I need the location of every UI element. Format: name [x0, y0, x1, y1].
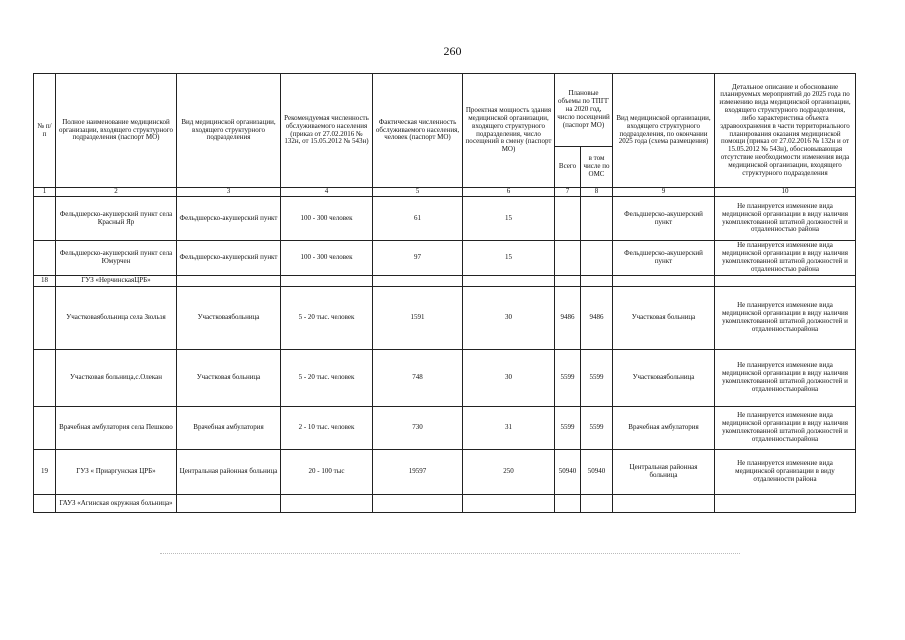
cell-section-title: ГУЗ «НерчинскаяЦРБ»	[56, 276, 177, 287]
cell-planned-oms: 50940	[581, 450, 613, 495]
cell-org-name: Фельдшерско-акушерский пункт села Юмурчен	[56, 241, 177, 276]
cell-recommended-population: 100 - 300 человек	[281, 241, 373, 276]
cell-capacity: 30	[463, 287, 555, 350]
cell-actual-population: 730	[373, 407, 463, 450]
cell-type-2025: Участковаябольница	[613, 350, 715, 407]
header-num: № п/п	[34, 74, 56, 188]
cell-type-2025: Участковая больница	[613, 287, 715, 350]
cell-capacity: 15	[463, 197, 555, 241]
header-planned-volume: Плановые объемы по ТПГГ на 2020 год, число посещений (паспорт МО)	[555, 74, 613, 147]
table-row	[34, 287, 856, 350]
cell-capacity: 31	[463, 407, 555, 450]
cell-planned-total: 50940	[555, 450, 581, 495]
cell-num	[34, 407, 56, 450]
cell-unit-type: Фельдшерско-акушерский пункт	[177, 241, 281, 276]
empty-cell	[581, 495, 613, 513]
table-row	[34, 241, 856, 276]
cell-actual-population: 748	[373, 350, 463, 407]
table-row	[34, 407, 856, 450]
cell-actual-population: 61	[373, 197, 463, 241]
empty-cell	[281, 276, 373, 287]
cell-unit-type: Участковаябольница	[177, 287, 281, 350]
cell-org-name: Участковая больница,с.Олекан	[56, 350, 177, 407]
header-actual-population: Фактическая численность обслуживаемого населения, человек (паспорт МО)	[373, 74, 463, 188]
cell-justification: Не планируется изменение вида медицинской организации в виду наличия укомплектованной штатной должностей и отдаленностью района	[715, 197, 856, 241]
cell-capacity: 30	[463, 350, 555, 407]
cell-justification: Не планируется изменение вида медицинской организации в виду отдаленности района	[715, 450, 856, 495]
cell-num: 18	[34, 276, 56, 287]
cell-justification: Не планируется изменение вида медицинской организации в виду наличия укомплектованной штатной должностей и отдаленностьюрайона	[715, 350, 856, 407]
cell-type-2025: Врачебная амбулатория	[613, 407, 715, 450]
cell-num	[34, 495, 56, 513]
column-number-row	[34, 188, 856, 197]
empty-cell	[463, 276, 555, 287]
cell-num	[34, 287, 56, 350]
empty-cell	[715, 495, 856, 513]
empty-cell	[613, 495, 715, 513]
cell-num	[34, 241, 56, 276]
header-type-2025: Вид медицинской организации, входящего структурного подразделения, по окончании 2025 года (схема размещения)	[613, 74, 715, 188]
cell-actual-population: 97	[373, 241, 463, 276]
column-number: 8	[581, 188, 613, 197]
cell-num	[34, 350, 56, 407]
empty-cell	[555, 276, 581, 287]
column-number: 1	[34, 188, 56, 197]
empty-cell	[613, 276, 715, 287]
column-number: 6	[463, 188, 555, 197]
column-number: 5	[373, 188, 463, 197]
header-capacity: Проектная мощность здания медицинской организации, входящего структурного подразделения, число посещений в смену (паспорт МО)	[463, 74, 555, 188]
column-number: 2	[56, 188, 177, 197]
empty-cell	[555, 495, 581, 513]
cell-planned-total: 5599	[555, 407, 581, 450]
cell-org-name: Фельдшерско-акушерский пункт села Красный Яр	[56, 197, 177, 241]
table-row	[34, 350, 856, 407]
cell-capacity: 250	[463, 450, 555, 495]
cell-justification: Не планируется изменение вида медицинской организации в виду наличия укомплектованной штатной должностей и отдаленностьюрайона	[715, 407, 856, 450]
cell-planned-oms: 5599	[581, 407, 613, 450]
cell-capacity: 15	[463, 241, 555, 276]
scan-artifact-line	[160, 553, 740, 554]
cell-justification: Не планируется изменение вида медицинской организации в виду наличия укомплектованной штатной должностей и отдаленностьюрайона	[715, 287, 856, 350]
column-number: 9	[613, 188, 715, 197]
cell-planned-oms: 9486	[581, 287, 613, 350]
cell-planned-oms	[581, 241, 613, 276]
cell-type-2025: Фельдшерско-акушерский пункт	[613, 197, 715, 241]
cell-actual-population: 1591	[373, 287, 463, 350]
cell-planned-oms	[581, 197, 613, 241]
empty-cell	[715, 276, 856, 287]
column-number: 4	[281, 188, 373, 197]
cell-unit-type: Участковая больница	[177, 350, 281, 407]
cell-type-2025: Фельдшерско-акушерский пункт	[613, 241, 715, 276]
header-planned-oms: в том числе по ОМС	[581, 147, 613, 188]
cell-recommended-population: 100 - 300 человек	[281, 197, 373, 241]
empty-cell	[177, 495, 281, 513]
header-row	[34, 74, 856, 147]
cell-unit-type: Центральная районная больница	[177, 450, 281, 495]
cell-num	[34, 197, 56, 241]
cell-recommended-population: 5 - 20 тыс. человек	[281, 287, 373, 350]
cell-planned-total: 5599	[555, 350, 581, 407]
cell-unit-type: Фельдшерско-акушерский пункт	[177, 197, 281, 241]
column-number: 3	[177, 188, 281, 197]
column-number: 10	[715, 188, 856, 197]
header-recommended-population: Рекомендуемая численность обслуживаемого населения (приказ от 27.02.2016 № 132н, от 15.05.2012 № 543н)	[281, 74, 373, 188]
header-org-name: Полное наименование медицинской организации, входящего структурного подразделения (паспорт МО)	[56, 74, 177, 188]
header-unit-type: Вид медицинской организации, входящего структурного подразделения	[177, 74, 281, 188]
cell-org-name: Участковаябольница села Зюльзя	[56, 287, 177, 350]
cell-org-name: ГУЗ « Приаргунская ЦРБ»	[56, 450, 177, 495]
cell-planned-total	[555, 197, 581, 241]
page-number: 260	[443, 44, 462, 58]
cell-recommended-population: 2 - 10 тыс. человек	[281, 407, 373, 450]
cell-num: 19	[34, 450, 56, 495]
cell-recommended-population: 20 - 100 тыс	[281, 450, 373, 495]
header-justification: Детальное описание и обоснование планируемых мероприятий до 2025 года по изменению вида медицинской организации, входящего структурного подразделения, либо характеристика объекта здравоохранения в части территориального планирования оказания медицинской помощи (приказ от 27.02.2016 № 132н и от 15.05.2012 № 543н), обосновывающая отсутствие необходимости изменения вида медицинской организации, входящего структурного подразделения	[715, 74, 856, 188]
facilities-table	[33, 73, 856, 513]
cell-planned-oms: 5599	[581, 350, 613, 407]
header-planned-total: Всего	[555, 147, 581, 188]
empty-cell	[373, 495, 463, 513]
section-row	[34, 495, 856, 513]
cell-unit-type: Врачебная амбулатория	[177, 407, 281, 450]
cell-recommended-population: 5 - 20 тыс. человек	[281, 350, 373, 407]
empty-cell	[177, 276, 281, 287]
cell-justification: Не планируется изменение вида медицинской организации в виду наличия укомплектованной штатной должностей и отдаленностью района	[715, 241, 856, 276]
section-row	[34, 276, 856, 287]
table-row	[34, 197, 856, 241]
cell-planned-total	[555, 241, 581, 276]
empty-cell	[581, 276, 613, 287]
empty-cell	[281, 495, 373, 513]
cell-actual-population: 19597	[373, 450, 463, 495]
table-row	[34, 450, 856, 495]
empty-cell	[463, 495, 555, 513]
column-number: 7	[555, 188, 581, 197]
cell-planned-total: 9486	[555, 287, 581, 350]
empty-cell	[373, 276, 463, 287]
cell-type-2025: Центральная районная больница	[613, 450, 715, 495]
cell-org-name: Врачебная амбулатория села Пешково	[56, 407, 177, 450]
cell-section-title: ГАУЗ «Агинская окружная больница»	[56, 495, 177, 513]
